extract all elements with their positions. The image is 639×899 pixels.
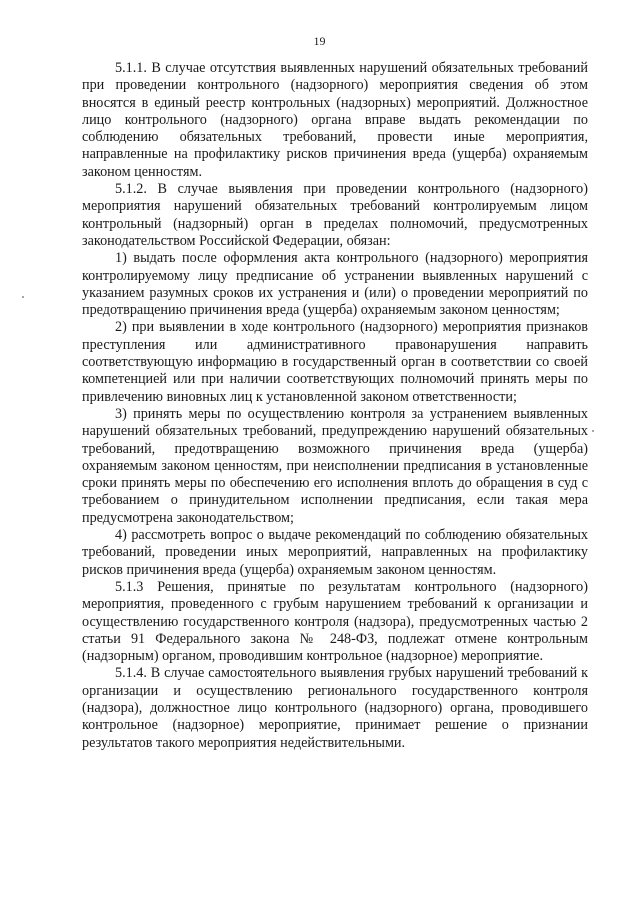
page-number: 19 — [313, 34, 326, 48]
scan-speck — [592, 430, 594, 432]
paragraph-5-1-4: 5.1.4. В случае самостоятельного выявления грубых нарушений требований к организации и осуществлению регионального государственного контроля (надзора), должностное лицо контрольного (надзорного) органа, проводившего контрольное (надзорное) мероприятие, принимает решение о признании результатов такого мероприятия недействительными. — [82, 665, 588, 751]
list-item-4: 4) рассмотреть вопрос о выдаче рекомендаций по соблюдению обязательных требований, проведении иных мероприятий, направленных на профилактику рисков причинения вреда (ущерба) охраняемым законом ценностям. — [82, 527, 588, 578]
document-body — [82, 60, 588, 752]
list-item-1: 1) выдать после оформления акта контрольного (надзорного) мероприятия контролируемому лицу предписание об устранении выявленных нарушений с указанием разумных сроков их устранения и (или) о проведении мероприятий по предотвращению причинения вреда (ущерба) охраняемым законом ценностям; — [82, 250, 588, 319]
list-item-3: 3) принять меры по осуществлению контроля за устранением выявленных нарушений обязательных требований, предупреждению нарушений обязательных требований, предотвращению возможного причинения вреда (ущерба) охраняемым законом ценностям, при неисполнении предписания в установленные сроки принять меры по обеспечению его исполнения вплоть до обращения в суд с требованием о принудительном исполнении предписания, если такая мера предусмотрена законодательством; — [82, 405, 588, 526]
list-item-2: 2) при выявлении в ходе контрольного (надзорного) мероприятия признаков преступления или административного правонарушения направить соответствующую информацию в государственный орган в соответствии со своей компетенцией или при наличии соответствующих полномочий принять меры по привлечению виновных лиц к установленной законом ответственности; — [82, 319, 588, 405]
paragraph-5-1-1: 5.1.1. В случае отсутствия выявленных нарушений обязательных требований при проведении контрольного (надзорного) мероприятия сведения об этом вносятся в единый реестр контрольных (надзорных) мероприятий. Должностное лицо контрольного (надзорного) органа вправе выдать рекомендации по соблюдению обязательных требований, провести иные мероприятия, направленные на профилактику рисков причинения вреда (ущерба) охраняемым законом ценностям. — [82, 60, 588, 180]
scan-speck — [22, 296, 24, 298]
paragraph-5-1-3: 5.1.3 Решения, принятые по результатам контрольного (надзорного) мероприятия, проведенного с грубым нарушением требований к организации и осуществлению государственного контроля (надзора), предусмотренных частью 2 статьи 91 Федерального закона № 248-ФЗ, подлежат отмене контрольным (надзорным) органом, проводившим контрольное (надзорное) мероприятие. — [82, 578, 588, 665]
paragraph-5-1-2: 5.1.2. В случае выявления при проведении контрольного (надзорного) мероприятия нарушений обязательных требований контролируемым лицом контрольный (надзорный) орган в пределах полномочий, предусмотренных законодательством Российской Федерации, обязан: — [82, 181, 588, 249]
